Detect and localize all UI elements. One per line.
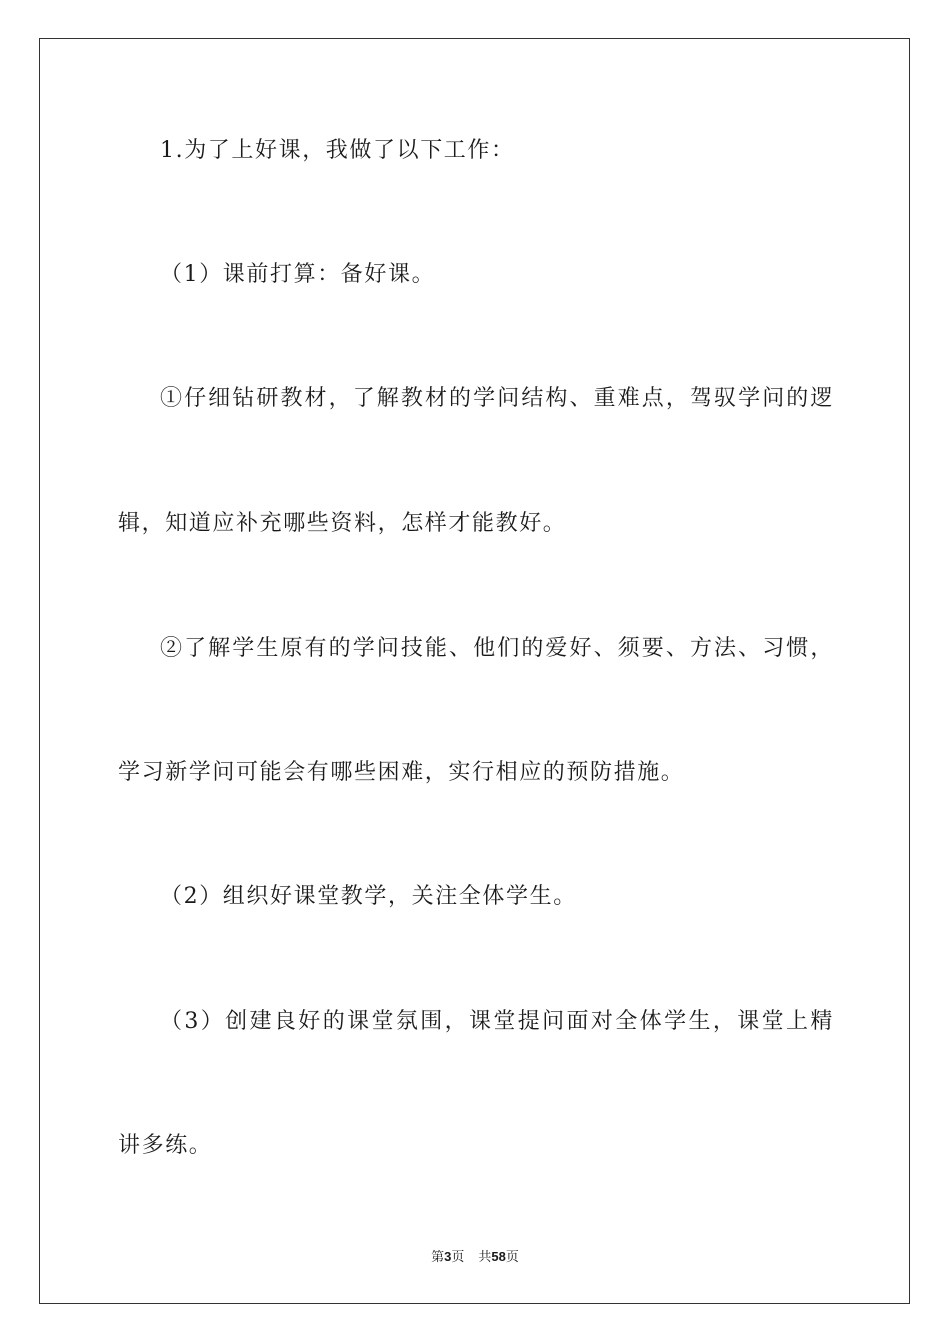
paragraph-item-1a-line-1: ①仔细钻研教材，了解教材的学问结构、重难点，驾驭学问的逻	[160, 386, 834, 411]
footer-total-suffix: 页	[505, 1250, 519, 1265]
footer-total-prefix: 共	[478, 1250, 492, 1265]
footer-total-pages: 58	[491, 1249, 506, 1264]
footer-page-suffix: 页	[451, 1250, 465, 1265]
paragraph-heading: 1.为了上好课，我做了以下工作：	[160, 138, 515, 163]
footer-page-number: 3	[444, 1249, 452, 1264]
paragraph-item-2: （2）组织好课堂教学，关注全体学生。	[160, 884, 577, 909]
paragraph-item-1a-line-2: 辑，知道应补充哪些资料，怎样才能教好。	[118, 511, 567, 536]
page-frame	[39, 38, 910, 1304]
footer-page-prefix: 第	[431, 1250, 445, 1265]
paragraph-item-3-line-2: 讲多练。	[118, 1133, 213, 1158]
page-footer	[0, 1248, 950, 1267]
paragraph-item-1b-line-2: 学习新学问可能会有哪些困难，实行相应的预防措施。	[118, 760, 685, 785]
paragraph-item-1: （1）课前打算：备好课。	[160, 262, 436, 287]
paragraph-item-3-line-1: （3）创建良好的课堂氛围，课堂提问面对全体学生，课堂上精	[160, 1009, 834, 1034]
paragraph-item-1b-line-1: ②了解学生原有的学问技能、他们的爱好、须要、方法、习惯，	[160, 636, 834, 661]
